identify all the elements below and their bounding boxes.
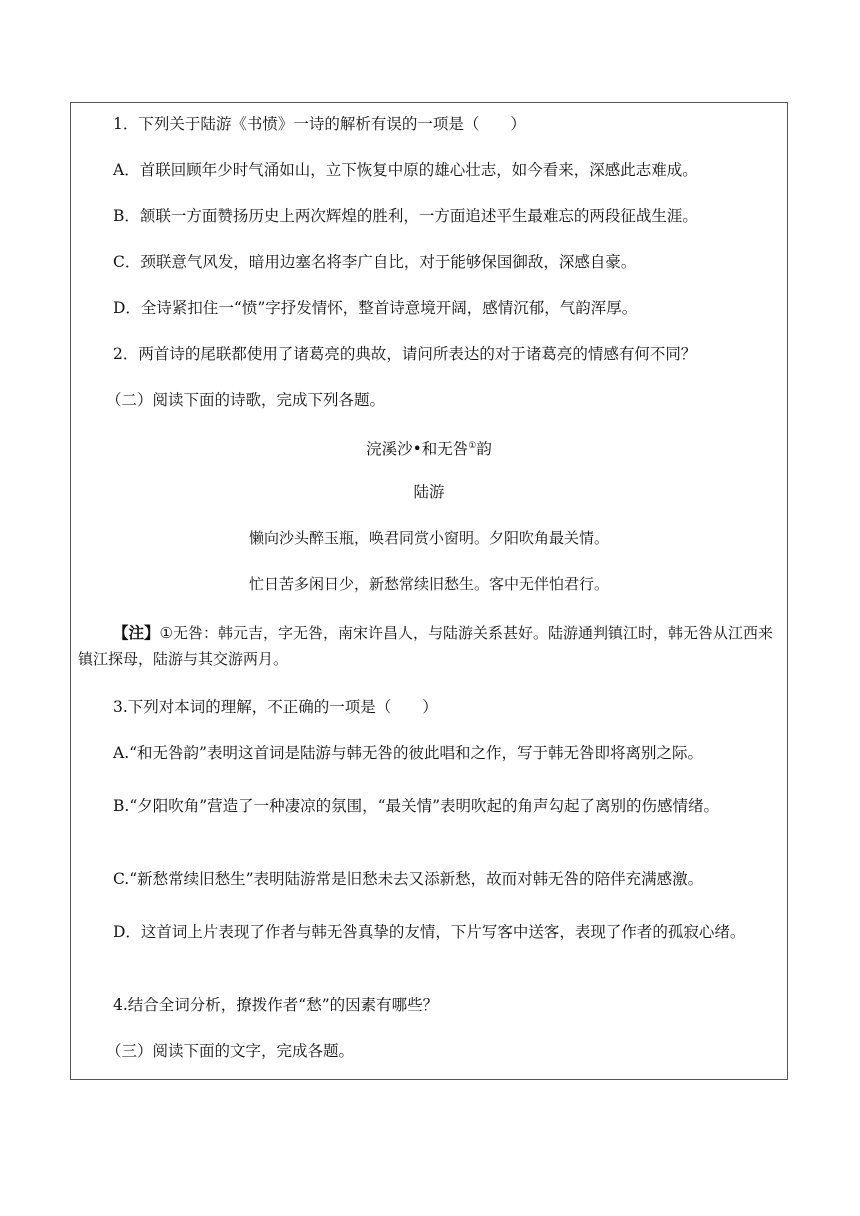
q1-option-b: B．颔联一方面赞扬历史上两次辉煌的胜利，一方面追述平生最难忘的两段征战生涯。 xyxy=(113,207,698,225)
question-1: 1．下列关于陆游《书愤》一诗的解析有误的一项是（ ） xyxy=(113,115,526,133)
section-3-heading: （三）阅读下面的文字，完成各题。 xyxy=(106,1042,355,1060)
q1-option-a: A．首联回顾年少时气涌如山，立下恢复中原的雄心壮志，如今看来，深感此志难成。 xyxy=(113,161,698,179)
question-2: 2．两首诗的尾联都使用了诸葛亮的典故，请问所表达的对于诸葛亮的情感有何不同？ xyxy=(113,345,697,363)
q3-option-b: B.“夕阳吹角”营造了一种凄凉的氛围，“最关情”表明吹起的角声勾起了离别的伤感情绪。 xyxy=(113,797,720,815)
question-4: 4.结合全词分析，撩拨作者“愁”的因素有哪些？ xyxy=(113,996,439,1014)
question-3: 3.下列对本词的理解，不正确的一项是（ ） xyxy=(113,698,438,716)
q1-option-d: D．全诗紧扣住一“愤”字抒发情怀，整首诗意境开阔，感情沉郁，气韵浑厚。 xyxy=(113,299,638,317)
poem-line-2: 忙日苦多闲日少，新愁常续旧愁生。客中无伴怕君行。 xyxy=(248,575,609,593)
section-2-heading: （二）阅读下面的诗歌，完成下列各题。 xyxy=(106,391,386,409)
poem-note: 【注】①无咎：韩元吉，字无咎，南宋许昌人，与陆游关系甚好。陆游通判镇江时，韩无咎从江西来镇江探母，陆游与其交游两月。 xyxy=(78,623,773,668)
q3-option-a: A.“和无咎韵”表明这首词是陆游与韩无咎的彼此唱和之作，写于韩无咎即将离别之际。 xyxy=(113,744,703,762)
q3-option-d: D．这首词上片表现了作者与韩无咎真挚的友情，下片写客中送客，表现了作者的孤寂心绪。 xyxy=(113,923,746,941)
poem-line-1: 懒向沙头醉玉瓶，唤君同赏小窗明。夕阳吹角最关情。 xyxy=(248,529,609,547)
poem-author: 陆游 xyxy=(413,483,445,501)
poem-title: 浣溪沙•和无咎①韵 xyxy=(366,440,492,458)
q1-option-c: C．颈联意气风发，暗用边塞名将李广自比，对于能够保国御敌，深感自豪。 xyxy=(113,253,637,271)
q3-option-c: C.“新愁常续旧愁生”表明陆游常是旧愁未去又添新愁，故而对韩无咎的陪伴充满感激。 xyxy=(113,870,704,888)
